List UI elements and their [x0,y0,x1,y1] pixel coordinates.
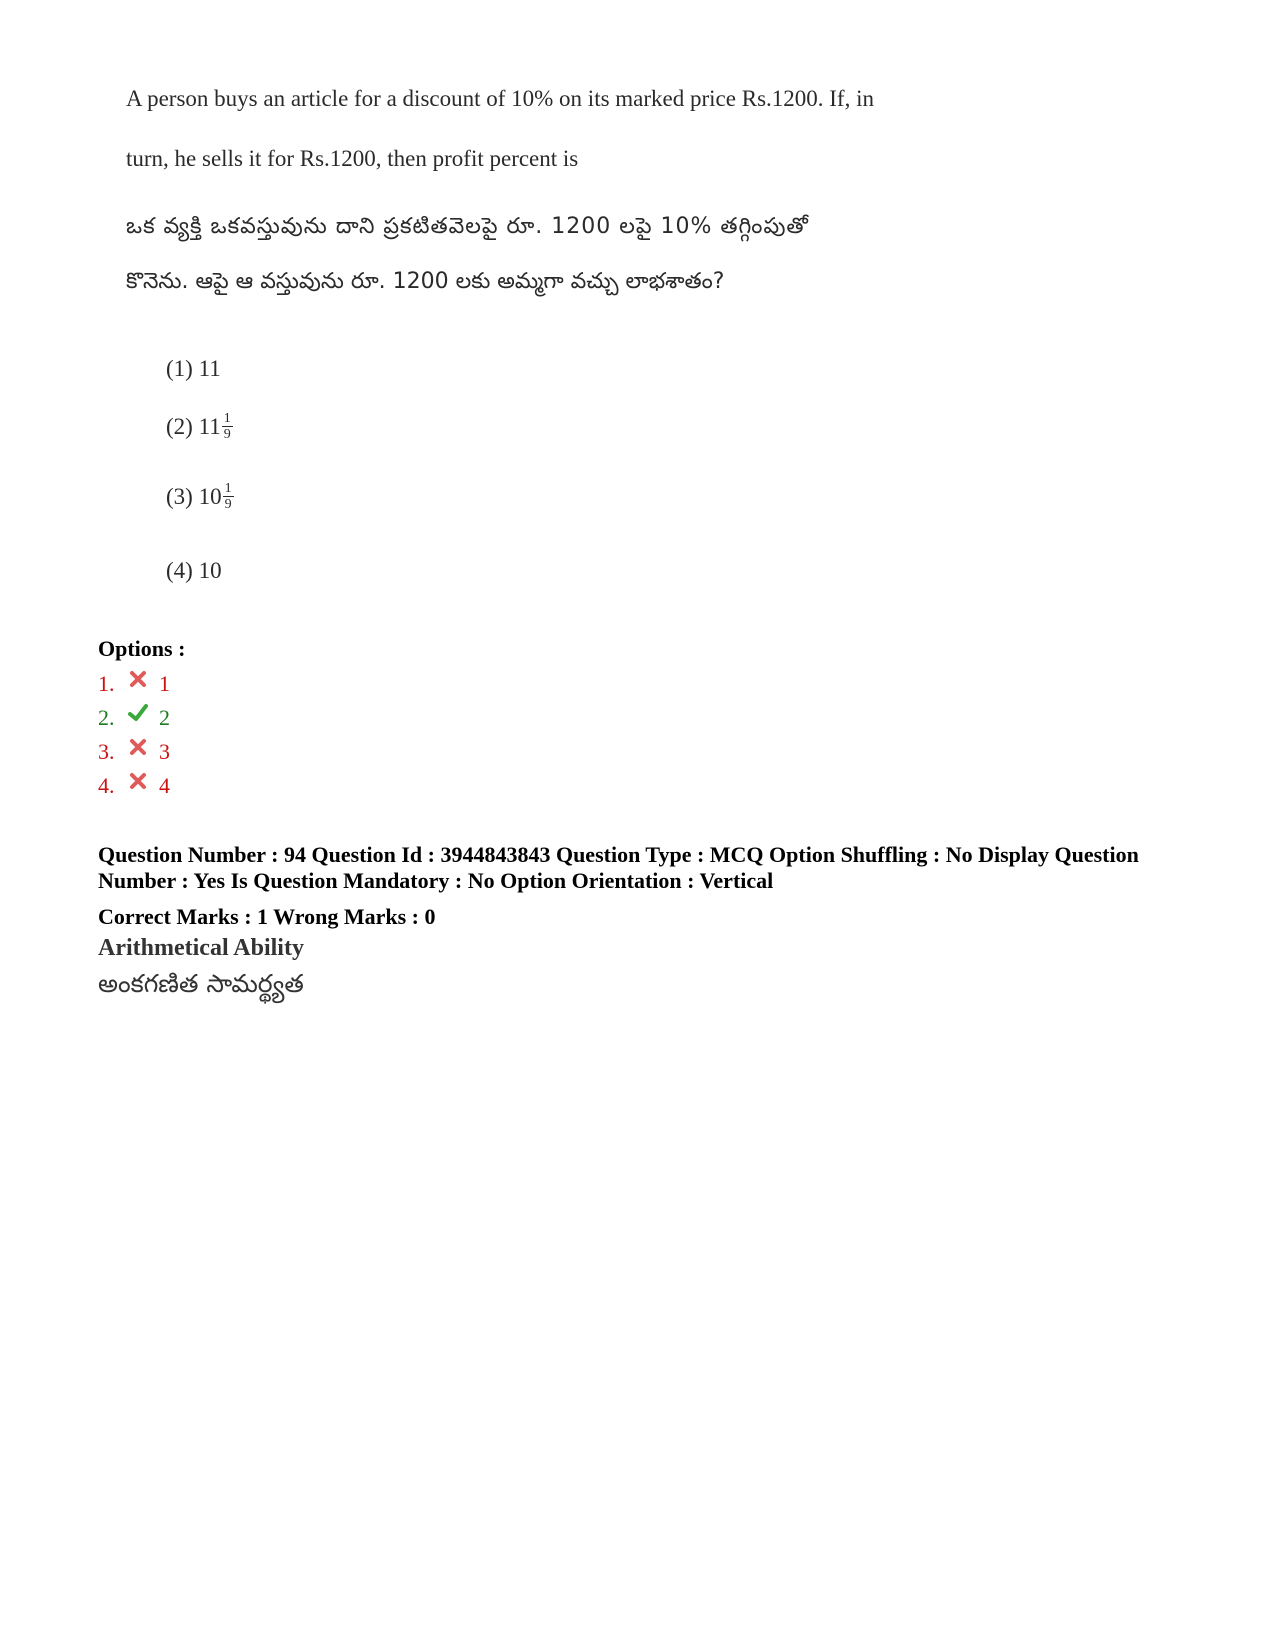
fraction-numerator: 1 [224,481,232,496]
question-text-english-line2: turn, he sells it for Rs.1200, then profit percent is [126,146,579,171]
fraction [223,481,234,512]
choice-1 [166,356,221,382]
cross-icon [128,669,148,689]
question-metadata: Question Number : 94 Question Id : 3944843843 Question Type : MCQ Option Shuffling : No Display Question Number : Yes Is Question Mandatory : No Option Orientation : Vertical [98,842,1139,893]
section-title-telugu: అంకగణిత సామర్థ్యత [98,969,304,998]
marks-info: Correct Marks : 1 Wrong Marks : 0 [98,904,436,929]
option-row-1 [98,671,170,697]
option-value: 2 [159,705,170,730]
choice-4 [166,558,222,584]
option-number: 4. [98,773,115,798]
choice-label: (2) 11 [166,413,221,439]
option-number: 3. [98,739,115,764]
option-value: 4 [159,773,170,798]
cross-icon [128,737,148,757]
section-title-english: Arithmetical Ability [98,935,304,961]
question-text-telugu-line2: కొనెను. ఆపై ఆ వస్తువును రూ. 1200 లకు అమ్మగా వచ్చు లాభశాతం? [126,269,725,294]
option-row-3 [98,739,170,765]
question-text-english-line1: A person buys an article for a discount of 10% on its marked price Rs.1200. If, in [126,86,874,111]
option-number: 1. [98,671,115,696]
check-icon [128,703,148,723]
fraction-denominator: 9 [224,497,232,512]
option-number: 2. [98,705,115,730]
cross-icon [128,771,148,791]
fraction-numerator: 1 [223,411,231,426]
question-text-telugu-line1: ఒక వ్యక్తి ఒకవస్తువును దాని ప్రకటితవెలపై రూ. 1200 లపై 10% తగ్గింపుతో [126,214,809,239]
choice-label: (1) 11 [166,356,221,381]
option-row-4 [98,773,170,799]
fraction-denominator: 9 [223,427,231,442]
options-heading: Options : [98,636,186,661]
choice-label: (3) 10 [166,483,222,509]
option-value: 3 [159,739,170,764]
choice-3 [166,483,234,514]
option-value: 1 [159,671,170,696]
choice-2 [166,413,233,444]
choice-label: (4) 10 [166,558,222,583]
option-row-2 [98,705,170,731]
fraction [222,411,233,442]
